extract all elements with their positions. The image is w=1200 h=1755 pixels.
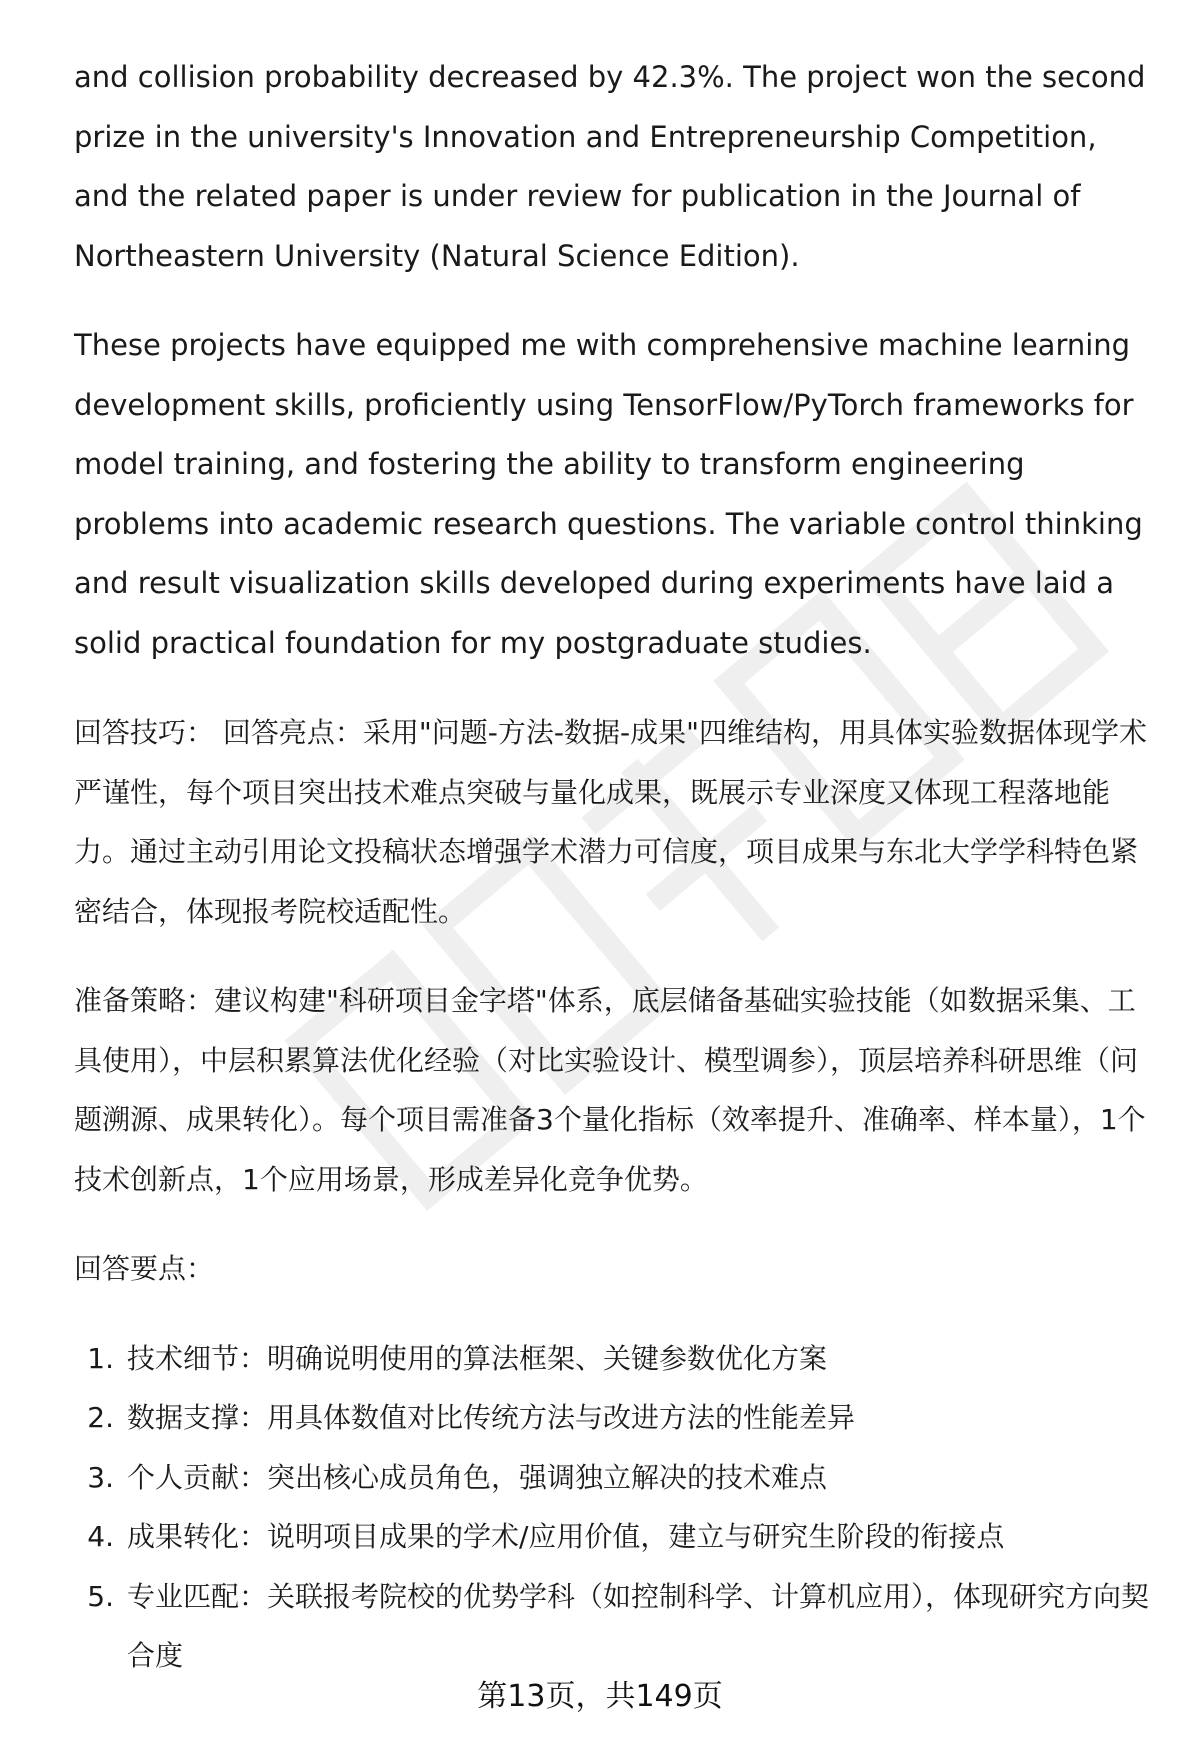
paragraph-answer-tips: 回答技巧： 回答亮点：采用"问题-方法-数据-成果"四维结构，用具体实验数据体现学术严谨性，每个项目突出技术难点突破与量化成果，既展示专业深度又体现工程落地能力。通过主动引用论文投稿状态增强学术潜力可信度，项目成果与东北大学学科特色紧密结合，体现报考院校适配性。 — [74, 716, 1147, 928]
list-item-text: 个人贡献：突出核心成员角色，强调独立解决的技术难点 — [127, 1460, 828, 1494]
list-item — [74, 1448, 1154, 1508]
list-item-text: 技术细节：明确说明使用的算法框架、关键参数优化方案 — [127, 1341, 828, 1375]
list-item — [74, 1388, 1154, 1448]
page-number-footer: 第13页，共149页 — [477, 1679, 723, 1714]
paragraph-skills-summary: These projects have equipped me with comprehensive machine learning development skills, proficiently using TensorFlow/PyTorch frameworks for model training, and fostering the ability to transform engineering problems into academic research questions. The variable control thinking and result visualization skills developed during experiments have laid a solid practical foundation for my postgraduate studies. — [74, 328, 1143, 660]
list-item — [74, 1329, 1154, 1389]
document-body — [74, 48, 1154, 1686]
list-item-text: 成果转化：说明项目成果的学术/应用价值，建立与研究生阶段的衔接点 — [127, 1520, 1005, 1553]
paragraph-project-result: and collision probability decreased by 42.3%. The project won the second prize in the university's Innovation and Entrepreneurship Competition, and the related paper is under review for publication in the Journal of Northeastern University (Natural Science Edition). — [74, 60, 1146, 273]
list-item — [74, 1567, 1154, 1686]
list-item-text: 数据支撑：用具体数值对比传统方法与改进方法的性能差异 — [127, 1401, 856, 1434]
paragraph-prep-strategy: 准备策略：建议构建"科研项目金字塔"体系，底层储备基础实验技能（如数据采集、工具使用），中层积累算法优化经验（对比实验设计、模型调参），顶层培养科研思维（问题溯源、成果转化）。每个项目需准备3个量化指标（效率提升、准确率、样本量），1个技术创新点，1个应用场景，形成差异化竞争优势。 — [74, 984, 1146, 1196]
key-points-list — [74, 1329, 1154, 1686]
list-item-number: 1. — [87, 1341, 114, 1375]
list-item-number: 5. — [87, 1579, 114, 1613]
key-points-heading: 回答要点： — [74, 1252, 215, 1285]
list-item-number: 3. — [87, 1460, 114, 1494]
list-item-number: 4. — [87, 1520, 114, 1553]
list-item-number: 2. — [87, 1401, 114, 1434]
list-item — [74, 1507, 1154, 1567]
list-item-text: 专业匹配：关联报考院校的优势学科（如控制科学、计算机应用），体现研究方向契合度 — [127, 1579, 1150, 1672]
